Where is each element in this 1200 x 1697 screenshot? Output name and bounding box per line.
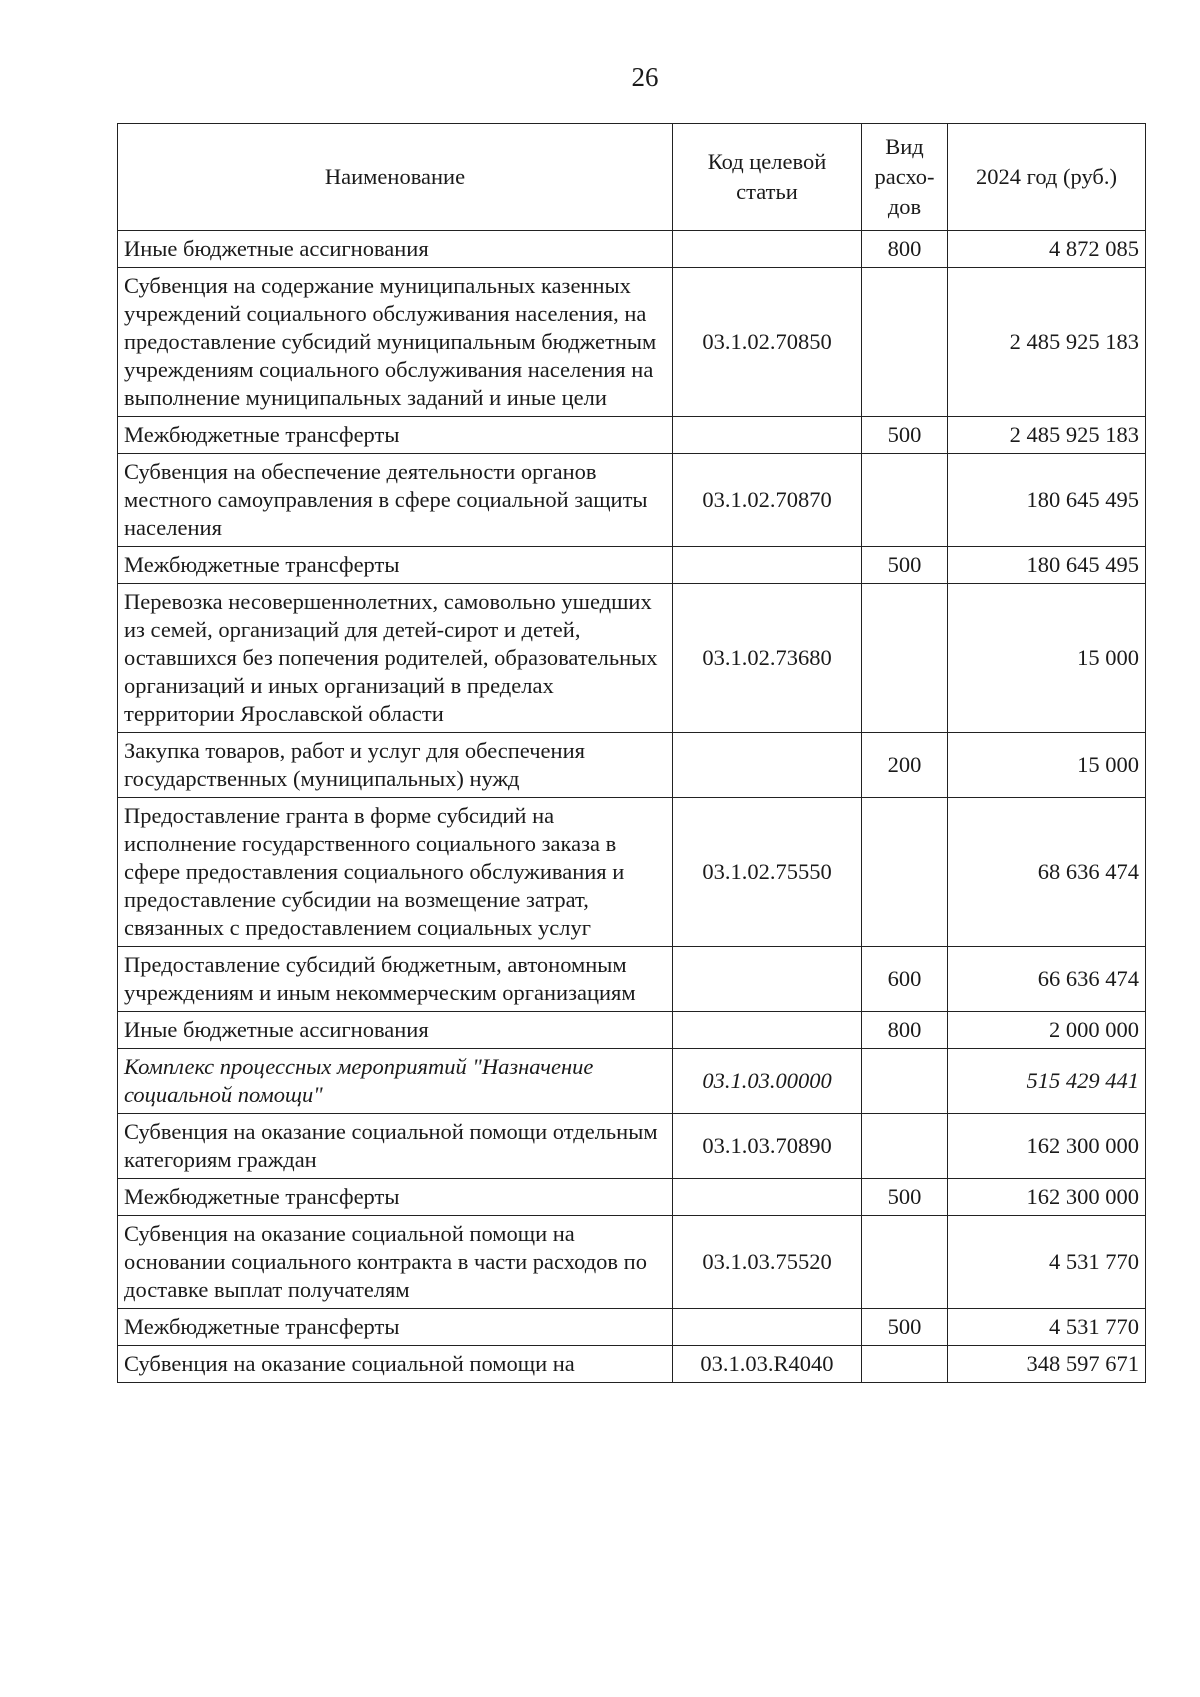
table-row [118,231,1146,268]
table-row [118,1179,1146,1216]
cell-name: Межбюджетные трансферты [118,1309,673,1346]
cell-code: 03.1.03.R4040 [673,1346,862,1383]
cell-amount: 515 429 441 [948,1049,1146,1114]
cell-name: Субвенция на содержание муниципальных казенных учреждений социального обслуживания населения, на предоставление субсидий муниципальным бюджетным учреждениям социального обслуживания населения на выполнение муниципальных заданий и иные цели [118,268,673,417]
header-name: Наименование [118,124,673,231]
cell-kind [862,1346,948,1383]
cell-amount: 180 645 495 [948,547,1146,584]
table-row [118,1216,1146,1309]
cell-amount: 4 531 770 [948,1309,1146,1346]
cell-name: Субвенция на оказание социальной помощи отдельным категориям граждан [118,1114,673,1179]
cell-code [673,547,862,584]
cell-code [673,1012,862,1049]
cell-amount: 180 645 495 [948,454,1146,547]
table-row [118,268,1146,417]
cell-amount: 68 636 474 [948,798,1146,947]
cell-name: Комплекс процессных мероприятий "Назначение социальной помощи" [118,1049,673,1114]
header-kind: Вид расхо- дов [862,124,948,231]
cell-kind [862,1216,948,1309]
table-row [118,1346,1146,1383]
table-header-row [118,124,1146,231]
cell-amount: 4 872 085 [948,231,1146,268]
cell-amount: 162 300 000 [948,1179,1146,1216]
cell-name: Субвенция на оказание социальной помощи на основании социального контракта в части расходов по доставке выплат получателям [118,1216,673,1309]
cell-kind: 500 [862,547,948,584]
cell-name: Субвенция на оказание социальной помощи на [118,1346,673,1383]
header-amount: 2024 год (руб.) [948,124,1146,231]
cell-amount: 348 597 671 [948,1346,1146,1383]
table-row [118,417,1146,454]
table-row [118,1309,1146,1346]
cell-code: 03.1.03.00000 [673,1049,862,1114]
cell-name: Закупка товаров, работ и услуг для обеспечения государственных (муниципальных) нужд [118,733,673,798]
cell-name: Межбюджетные трансферты [118,417,673,454]
cell-amount: 66 636 474 [948,947,1146,1012]
cell-code: 03.1.02.73680 [673,584,862,733]
cell-amount: 2 000 000 [948,1012,1146,1049]
cell-kind: 800 [862,231,948,268]
cell-kind [862,798,948,947]
table-body [118,231,1146,1383]
cell-kind: 500 [862,417,948,454]
page-number: 26 [631,62,659,92]
cell-kind [862,1114,948,1179]
cell-kind: 200 [862,733,948,798]
cell-code [673,733,862,798]
cell-amount: 15 000 [948,733,1146,798]
cell-name: Предоставление субсидий бюджетным, автономным учреждениям и иным некоммерческим организациям [118,947,673,1012]
table-row [118,547,1146,584]
cell-code: 03.1.02.75550 [673,798,862,947]
cell-code: 03.1.03.75520 [673,1216,862,1309]
cell-kind: 600 [862,947,948,1012]
cell-amount: 2 485 925 183 [948,268,1146,417]
cell-name: Межбюджетные трансферты [118,1179,673,1216]
cell-name: Субвенция на обеспечение деятельности органов местного самоуправления в сфере социальной защиты населения [118,454,673,547]
cell-code [673,1179,862,1216]
cell-kind: 500 [862,1179,948,1216]
table-row [118,733,1146,798]
table-row [118,584,1146,733]
table-row [118,1049,1146,1114]
cell-name: Перевозка несовершеннолетних, самовольно ушедших из семей, организаций для детей-сирот и детей, оставшихся без попечения родителей, образовательных организаций и иных организаций в пределах территории Ярославской области [118,584,673,733]
cell-kind [862,454,948,547]
cell-name: Межбюджетные трансферты [118,547,673,584]
cell-name: Иные бюджетные ассигнования [118,231,673,268]
cell-amount: 15 000 [948,584,1146,733]
cell-code [673,1309,862,1346]
cell-code: 03.1.02.70870 [673,454,862,547]
budget-table [117,123,1146,1383]
table-row [118,1012,1146,1049]
cell-code [673,417,862,454]
cell-amount: 4 531 770 [948,1216,1146,1309]
cell-kind [862,584,948,733]
table-row [118,947,1146,1012]
cell-code: 03.1.03.70890 [673,1114,862,1179]
cell-amount: 162 300 000 [948,1114,1146,1179]
cell-code [673,947,862,1012]
header-code: Код целевой статьи [673,124,862,231]
table-row [118,454,1146,547]
cell-kind [862,1049,948,1114]
table-row [118,798,1146,947]
cell-code: 03.1.02.70850 [673,268,862,417]
cell-kind: 500 [862,1309,948,1346]
cell-kind [862,268,948,417]
cell-name: Иные бюджетные ассигнования [118,1012,673,1049]
cell-kind: 800 [862,1012,948,1049]
cell-name: Предоставление гранта в форме субсидий на исполнение государственного социального заказа в сфере предоставления социального обслуживания и предоставление субсидии на возмещение затрат, связанных с предоставлением социальных услуг [118,798,673,947]
cell-code [673,231,862,268]
table-row [118,1114,1146,1179]
cell-amount: 2 485 925 183 [948,417,1146,454]
